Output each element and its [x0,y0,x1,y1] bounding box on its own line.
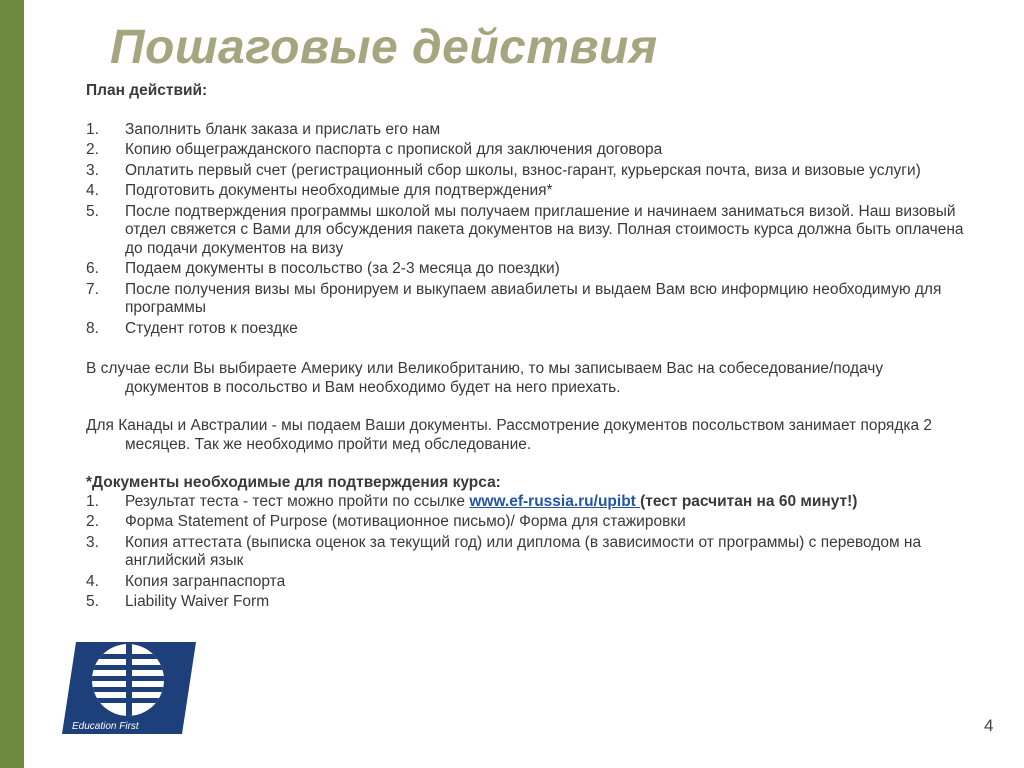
plan-item-7: 7. После получения визы мы бронируем и выкупаем авиабилеты и выдаем Вам всю информцию необходимую для программы [86,280,942,316]
note-canada-australia: Для Канады и Австралии - мы подаем Ваши документы. Рассмотрение документов посольством занимает порядка 2 месяцев. Так же необходимо пройти мед обследование. [86,417,933,453]
plan-item-8: 8. Студент готов к поездке [86,319,298,337]
docs-list [86,493,966,612]
plan-list [86,121,966,339]
logo-caption: Education First [72,721,139,732]
test-link[interactable]: www.ef-russia.ru/upibt [469,492,641,510]
plan-item-3: 3. Оплатить первый счет (регистрационный сбор школы, взнос-гарант, курьерская почта, виза и визовые услуги) [86,161,921,179]
plan-item-5: 5. После подтверждения программы школой мы получаем приглашение и начинаем заниматься визой. Наш визовый отдел свяжется с Вами для обсуждения пакета документов на визу. Полная стоимость курса должна быть оплачена до подачи документов на визу [86,202,964,257]
plan-item-4: 4. Подготовить документы необходимые для подтверждения* [86,182,553,199]
slide-content [86,82,966,614]
ef-logo [62,642,196,734]
page-number: 4 [984,716,994,735]
plan-item-1: 1. Заполнить бланк заказа и прислать его нам [86,120,441,138]
docs-item-4: 4. Копия загранпаспорта [86,572,286,590]
plan-item-2: 2. Копию общегражданского паспорта с пропиской для заключения договора [86,141,663,158]
docs-item-2: 2. Форма Statement of Purpose (мотивационное письмо)/ Форма для стажировки [86,513,686,530]
side-stripe [0,0,24,768]
docs-item-3: 3. Копия аттестата (выписка оценок за текущий год) или диплома (в зависимости от программы) с переводом на английский язык [86,533,922,569]
plan-heading: План действий: [86,82,208,99]
page-title: Пошаговые действия [110,21,658,74]
docs-item-5: 5. Liability Waiver Form [86,593,270,610]
note-usa-uk: В случае если Вы выбираете Америку или Великобританию, то мы записываем Вас на собеседование/подачу документов в посольство и Вам необходимо будет на него приехать. [86,360,884,396]
docs-heading: *Документы необходимые для подтверждения курса: [86,474,501,491]
plan-item-6: 6. Подаем документы в посольство (за 2-3 месяца до поездки) [86,260,560,277]
docs-item-1: 1. Результат теста - тест можно пройти по ссылке www.ef-russia.ru/upibt (тест расчитан на 60 минут!) [86,492,858,510]
